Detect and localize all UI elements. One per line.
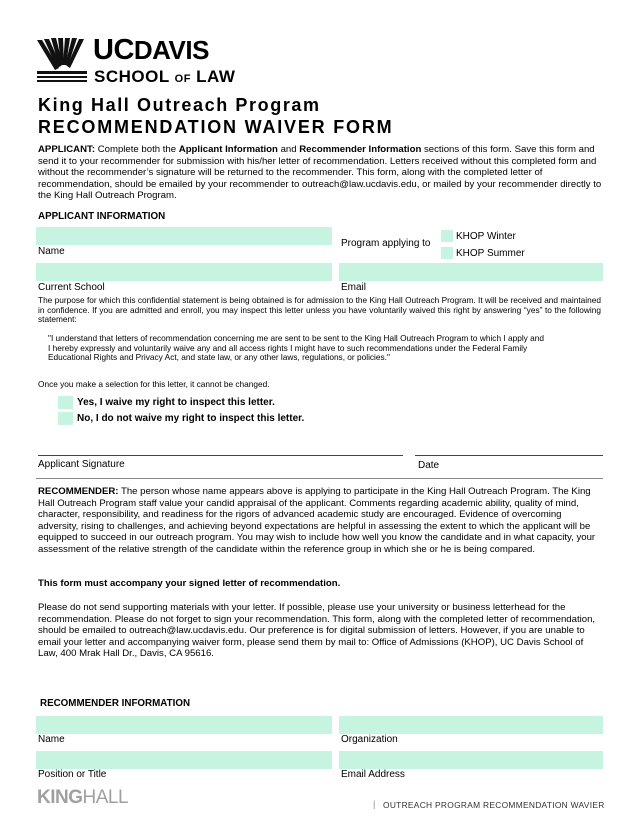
applicant-name-input[interactable] <box>36 227 332 245</box>
date-line[interactable] <box>415 455 603 456</box>
logo-law: LAW <box>196 67 236 86</box>
waive-no-label: No, I do not waive my right to inspect this letter. <box>77 413 305 424</box>
recommender-name-label: Name <box>38 734 65 745</box>
current-school-input[interactable] <box>36 263 332 281</box>
purpose-statement: The purpose for which this confidential statement is being obtained is for admission to the King Hall Outreach Program. It will be received and maintained in confidence. If you are admitted and enroll, you may inspect this letter unless you have voluntarily waived this right by answering “yes” to the following statement: <box>38 295 601 325</box>
logo-uc: UC <box>93 34 134 66</box>
signature-line[interactable] <box>38 455 403 456</box>
applicant-email-label: Email <box>341 282 367 293</box>
program-label: Program applying to <box>341 238 431 249</box>
submission-instructions: Please do not send supporting materials with your letter. If possible, please use your university or business letterhead for the recommendation. Please do not forget to sign your recommendation. This form, along with the completed letter of recommendation, should be emailed to outreach@law.ucdavis.edu. Our preference is for digital submission of letters. However, if you are unable to email your letter and accompanying waiver form, please send them by mail to: Office of Admissions (KHOP), UC Davis School of Law, 400 Mrak Hall Dr., Davis, CA 95616. <box>38 602 596 660</box>
footer-separator: | <box>373 799 376 809</box>
khop-winter-label: KHOP Winter <box>456 231 516 242</box>
intro-lead: APPLICANT: <box>38 144 96 155</box>
section-divider <box>36 478 603 479</box>
logo-of: OF <box>174 73 191 85</box>
khop-summer-label: KHOP Summer <box>456 248 525 259</box>
logo-davis: DAVIS <box>133 35 209 65</box>
waiver-quote: "I understand that letters of recommendation concerning me are sent to be sent to the King Hall Outreach Program to which I apply and I hereby expressly and voluntarily waive any and all access rights I might have to such recommendations under the Federal Family Educational Rights and Privacy Act, and state law, or any other laws, regulations, or policies." <box>48 333 544 363</box>
recommender-name-input[interactable] <box>36 716 332 734</box>
applicant-info-heading: APPLICANT INFORMATION <box>38 211 166 222</box>
recommender-paragraph <box>38 486 603 556</box>
logo-school: SCHOOL <box>94 67 170 86</box>
khop-summer-checkbox[interactable] <box>441 247 453 259</box>
organization-label: Organization <box>341 734 398 745</box>
intro-bold-1: Applicant Information <box>178 144 278 155</box>
recommender-email-input[interactable] <box>339 751 603 769</box>
date-label: Date <box>418 460 440 471</box>
organization-input[interactable] <box>339 716 603 734</box>
must-accompany-note: This form must accompany your signed letter of recommendation. <box>38 578 341 589</box>
intro-bold-2: Recommender Information <box>299 144 422 155</box>
intro-text-1: Complete both the <box>95 144 179 155</box>
intro-paragraph <box>38 144 603 202</box>
kinghall-logo-hall: HALL <box>82 787 129 808</box>
waive-yes-label: Yes, I waive my right to inspect this letter. <box>77 397 275 408</box>
logo-school-of-law <box>94 68 235 88</box>
khop-winter-checkbox[interactable] <box>441 230 453 242</box>
waive-no-checkbox[interactable] <box>58 412 73 425</box>
waive-yes-checkbox[interactable] <box>58 396 73 409</box>
intro-text-3: sections of this form. Save this form and send it to your recommender for submission with his/her letter of recommendation. Letters received without this completed form and without the recommender’s signature will be returned to the recommender. This form, along with the completed letter of recommendation, should be emailed by your recommender to outreach@law.ucdavis.edu, or mailed by your recommender directly to the King Hall Outreach Program. <box>38 144 602 202</box>
intro-text-2: and <box>277 144 300 155</box>
recommender-email-label: Email Address <box>341 769 405 780</box>
title-line2: RECOMMENDATION WAIVER FORM <box>38 117 394 137</box>
recommender-lead: RECOMMENDER: <box>38 486 119 497</box>
title-line1: King Hall Outreach Program <box>38 95 321 115</box>
applicant-name-label: Name <box>38 246 65 257</box>
current-school-label: Current School <box>38 282 105 293</box>
kinghall-logo <box>37 787 128 809</box>
signature-label: Applicant Signature <box>38 459 125 470</box>
ucdavis-sunburst-logo-icon <box>37 38 87 83</box>
kinghall-logo-king: KING <box>37 787 83 808</box>
footer-caption: OUTREACH PROGRAM RECOMMENDATION WAVIER <box>383 800 605 810</box>
position-label: Position or Title <box>38 769 107 780</box>
applicant-email-input[interactable] <box>339 263 603 281</box>
logo-wordmark <box>93 36 209 65</box>
recommender-body: The person whose name appears above is applying to participate in the King Hall Outreach Program. The King Hall Outreach Program staff value your candid appraisal of the applicant. Comments regarding academic ability, quality of mind, character, responsibility, and readiness for the rigors of advanced academic study are encouraged. Evidence of overcoming adversity, rising to challenges, and achieving beyond expectations are helpful in assessing the extent to which the applicant will be equipped to succeed in our outreach program. You may wish to include how well you know the candidate and in what capacity, your assessment of the relative strength of the candidate within the reference group in which she or he is being compared. <box>38 486 596 555</box>
position-input[interactable] <box>36 751 332 769</box>
recommender-info-heading: RECOMMENDER INFORMATION <box>40 698 191 709</box>
selection-note: Once you make a selection for this letter, it cannot be changed. <box>38 379 270 389</box>
